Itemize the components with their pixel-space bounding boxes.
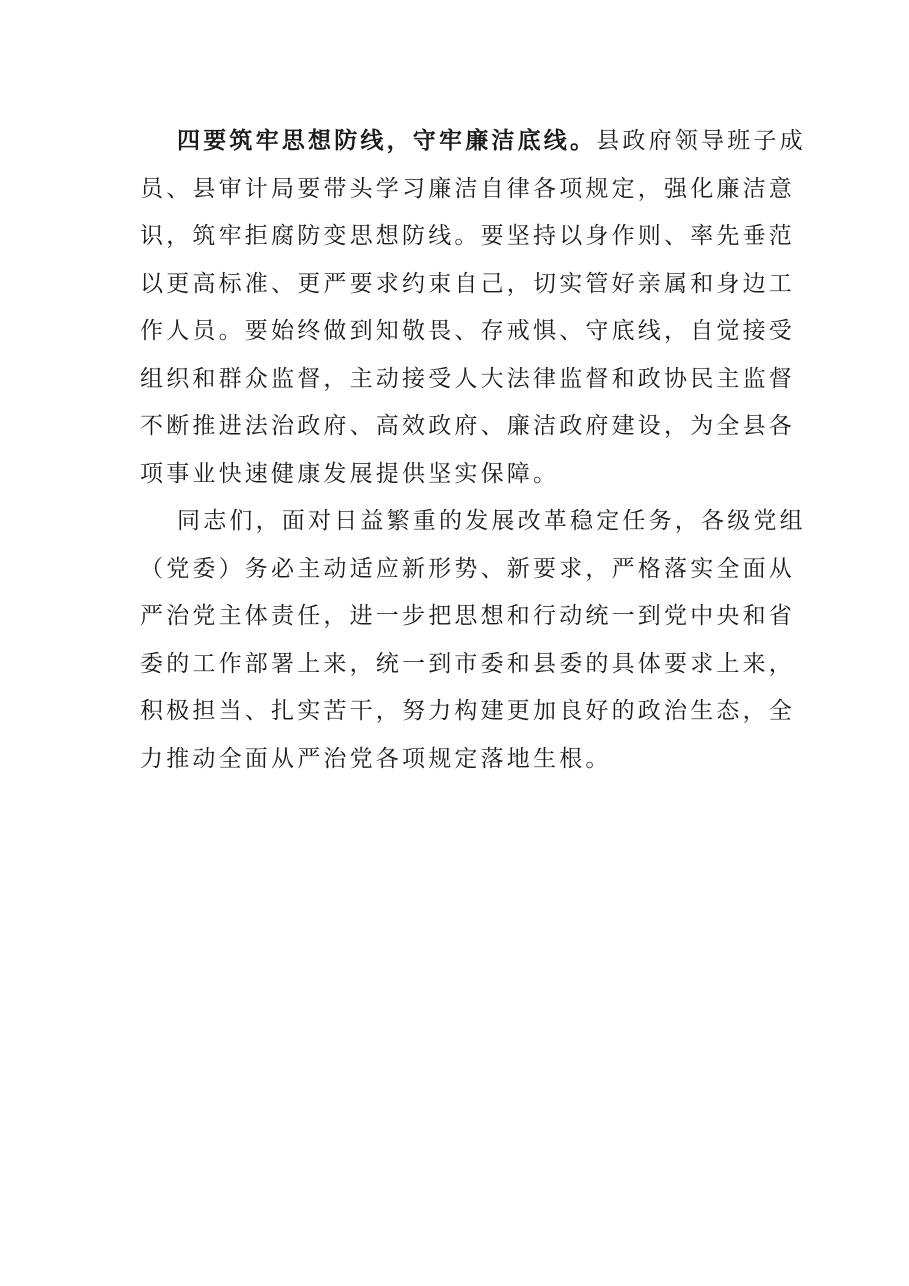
paragraph-line: （党委）务必主动适应新形势、新要求，严格落实全面从 bbox=[140, 555, 795, 582]
paragraph-line: 严治党主体责任，进一步把思想和行动统一到党中央和省 bbox=[140, 603, 795, 629]
paragraph-line: 以更高标准、更严要求约束自己，切实管好亲属和身边工 bbox=[140, 270, 795, 297]
paragraph-text: 县政府领导班子成 bbox=[596, 128, 806, 154]
paragraph-line bbox=[140, 118, 806, 166]
paragraph-line: 不断推进法治政府、高效政府、廉洁政府建设，为全县各 bbox=[140, 413, 795, 439]
paragraph-line: 员、县审计局要带头学习廉洁自律各项规定，强化廉洁意 bbox=[140, 175, 795, 202]
paragraph-1 bbox=[140, 118, 806, 498]
paragraph-line: 识，筑牢拒腐防变思想防线。要坚持以身作则、率先垂范 bbox=[140, 223, 795, 249]
paragraph-line: 积极担当、扎实苦干，努力构建更加良好的政治生态，全 bbox=[140, 698, 795, 724]
paragraph-line: 作人员。要始终做到知敬畏、存戒惧、守底线，自觉接受 bbox=[140, 318, 795, 344]
paragraph-heading: 四要筑牢思想防线，守牢廉洁底线。 bbox=[177, 128, 597, 154]
document-body bbox=[140, 118, 806, 783]
paragraph-line: 组织和群众监督，主动接受人大法律监督和政协民主监督 bbox=[140, 365, 795, 392]
paragraph-line: 委的工作部署上来，统一到市委和县委的具体要求上来， bbox=[140, 650, 795, 677]
paragraph-line: 项事业快速健康发展提供坚实保障。 bbox=[140, 460, 560, 487]
paragraph-line: 力推动全面从严治党各项规定落地生根。 bbox=[140, 745, 612, 772]
paragraph-line: 同志们，面对日益繁重的发展改革稳定任务，各级党组 bbox=[177, 508, 806, 534]
paragraph-2 bbox=[140, 498, 806, 783]
